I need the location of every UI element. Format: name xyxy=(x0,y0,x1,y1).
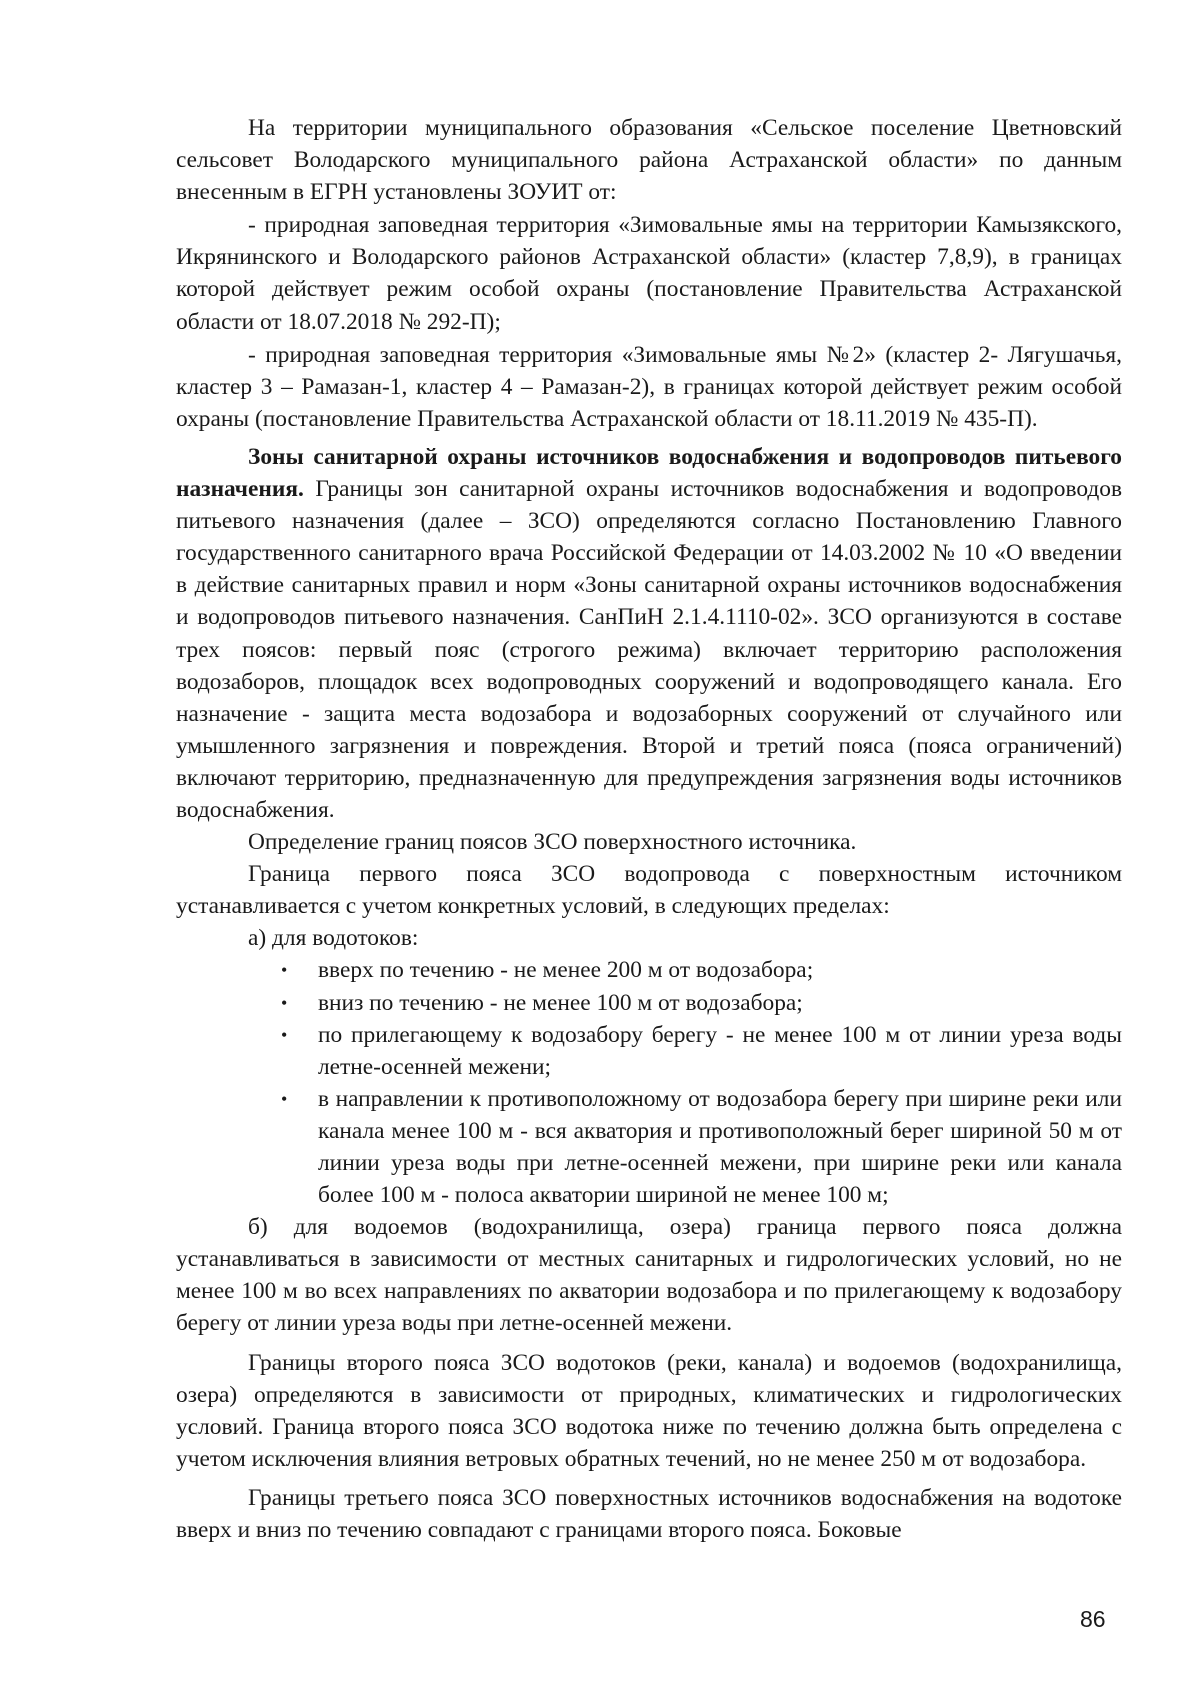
list-item-text: по прилегающему к водозабору берегу - не менее 100 м от линии уреза воды летне-осенней межени; xyxy=(318,1021,1122,1080)
bullet-icon: • xyxy=(281,992,288,1013)
protected-area-item-1: - природная заповедная территория «Зимовальные ямы на территории Камызякского, Икрянинского и Володарского районов Астраханской области» (кластер 7,8,9), в границах которой действует режим особой охраны (постановление Правительства Астраханской области от 18.07.2018 № 292-П); xyxy=(176,212,1122,335)
list-item xyxy=(176,954,1122,986)
list-item-text: в направлении к противоположному от водозабора берегу при ширине реки или канала менее 100 м - вся акватория и противоположный берег шириной 50 м от линии уреза воды при летне-осенней межени, при ширине реки или канала более 100 м - полоса акватории шириной не менее 100 м; xyxy=(318,1085,1122,1209)
list-item-text: вниз по течению - не менее 100 м от водозабора; xyxy=(318,989,803,1016)
protected-area-item-2: - природная заповедная территория «Зимовальные ямы №2» (кластер 2- Лягушачья, кластер 3 – Рамазан-1, кластер 4 – Рамазан-2), в границах которой действует режим особой охраны (постановление Правительства Астраханской области от 18.11.2019 № 435-П). xyxy=(176,341,1122,432)
document-page xyxy=(176,112,1122,1546)
bullet-icon: • xyxy=(281,1088,288,1109)
zso-heading: Зоны санитарной охраны источников водоснабжения и водопроводов питьевого назначения. xyxy=(176,443,1122,503)
bullet-icon: • xyxy=(281,1024,288,1045)
intro-paragraph: На территории муниципального образования «Сельское поселение Цветновский сельсовет Володарского муниципального района Астраханской области» по данным внесенным в ЕГРН установлены ЗОУИТ от: xyxy=(176,115,1122,206)
third-belt-paragraph: Границы третьего пояса ЗСО поверхностных источников водоснабжения на водотоке вверх и вниз по течению совпадают с границами второго пояса. Боковые xyxy=(176,1484,1122,1544)
definition-paragraph: Определение границ поясов ЗСО поверхностного источника. xyxy=(248,829,857,856)
reservoirs-paragraph: б) для водоемов (водохранилища, озера) граница первого пояса должна устанавливаться в зависимости от местных санитарных и гидрологических условий, но не менее 100 м во всех направлениях по акватории водозабора и по прилегающему к водозабору берегу от линии уреза воды при летне-осенней межени. xyxy=(176,1214,1122,1337)
zso-paragraph xyxy=(176,441,1122,826)
watercourse-bullet-list xyxy=(176,954,1122,1211)
zso-body: Границы зон санитарной охраны источников водоснабжения и водопроводов питьевого назначения (далее – ЗСО) определяются согласно Постановлению Главного государственного санитарного врача Российской Федерации от 14.03.2002 № 10 «О введении в действие санитарных правил и норм «Зоны санитарной охраны источников водоснабжения и водопроводов питьевого назначения. СанПиН 2.1.4.1110-02». ЗСО организуются в составе трех поясов: первый пояс (строгого режима) включает территорию расположения водозаборов, площадок всех водопроводных сооружений и водопроводящего канала. Его назначение - защита места водозабора и водозаборных сооружений от случайного или умышленного загрязнения и повреждения. Второй и третий пояса (пояса ограничений) включают территорию, предназначенную для предупреждения загрязнения воды источников водоснабжения. xyxy=(176,476,1122,823)
bullet-icon: • xyxy=(281,960,288,981)
second-belt-paragraph: Границы второго пояса ЗСО водотоков (реки, канала) и водоемов (водохранилища, озера) определяются в зависимости от природных, климатических и гидрологических условий. Граница второго пояса ЗСО водотока ниже по течению должна быть определена с учетом исключения влияния ветровых обратных течений, но не менее 250 м от водозабора. xyxy=(176,1349,1122,1472)
list-item xyxy=(176,1019,1122,1083)
first-belt-paragraph: Граница первого пояса ЗСО водопровода с поверхностным источником устанавливается с учетом конкретных условий, в следующих пределах: xyxy=(176,861,1122,920)
watercourses-label: а) для водотоков: xyxy=(248,925,419,952)
list-item xyxy=(176,987,1122,1019)
list-item xyxy=(176,1083,1122,1211)
list-item-text: вверх по течению - не менее 200 м от водозабора; xyxy=(318,957,814,984)
page-number: 86 xyxy=(1080,1606,1106,1632)
